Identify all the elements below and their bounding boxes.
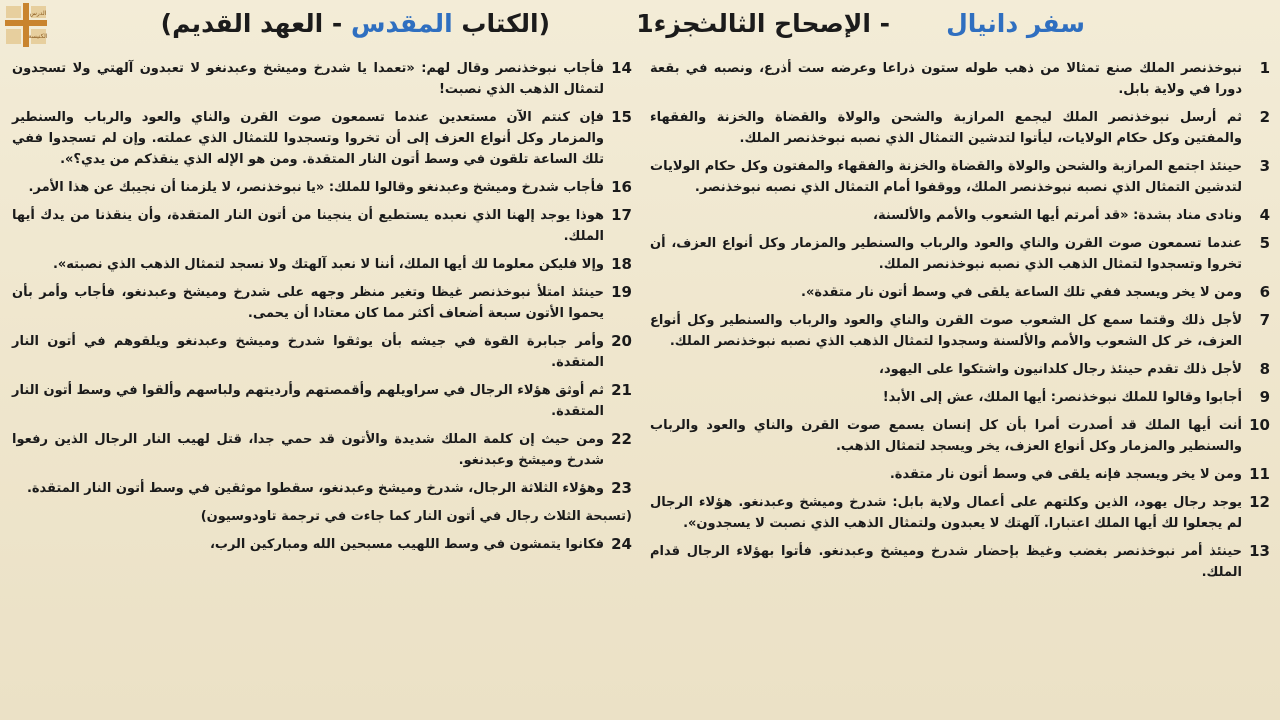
verse-number: 23 — [611, 479, 632, 497]
bible-title-open: (الكتاب — [461, 9, 550, 38]
verse-text: ومن حيث إن كلمة الملك شديدة والأتون قد حمي جدا، قتل لهيب النار الرجال الذين رفعوا شدرخ وميشخ وعبدنغو. — [12, 432, 604, 468]
verse — [12, 478, 632, 499]
verse — [650, 58, 1270, 100]
verse — [12, 429, 632, 471]
verse — [12, 177, 632, 198]
verses-column-left — [12, 58, 632, 562]
verse-number: 1 — [1259, 59, 1270, 77]
bible-title — [161, 6, 550, 42]
verse-number: 18 — [611, 255, 632, 273]
book-title: سفر دانيال — [946, 9, 1085, 38]
verse — [650, 387, 1270, 408]
bible-title-holy: المقدس — [350, 9, 453, 38]
verse-text: ثم أوثق هؤلاء الرجال في سراويلهم وأقمصتهم وأرديتهم ولباسهم وألقوا في وسط أتون النار المتقدة. — [12, 383, 604, 419]
verse-text: ومن لا يخر ويسجد فإنه يلقى في وسط أتون نار متقدة. — [889, 467, 1242, 482]
verses-column-right — [650, 58, 1270, 590]
verse — [650, 205, 1270, 226]
translation-note: (تسبحة الثلاث رجال في أتون النار كما جاءت في ترجمة تاودوسيون) — [200, 509, 632, 524]
church-logo — [4, 2, 48, 48]
verse-text: وهؤلاء الثلاثة الرجال، شدرخ وميشخ وعبدنغو، سقطوا موثقين في وسط أتون النار المتقدة. — [26, 481, 604, 496]
verse-number: 8 — [1259, 360, 1270, 378]
left-verses-list — [12, 58, 632, 499]
verse-text: حينئذ امتلأ نبوخذنصر غيظا وتغير منظر وجهه على شدرخ وميشخ وعبدنغو، فأجاب وأمر بأن يحموا الأتون سبعة أضعاف أكثر مما كان معتادا أن يحمى. — [12, 285, 604, 321]
verse-number: 6 — [1259, 283, 1270, 301]
verse-number: 19 — [611, 283, 632, 301]
verse — [650, 359, 1270, 380]
verse-text: فأجاب نبوخذنصر وقال لهم: «تعمدا يا شدرخ وميشخ وعبدنغو لا تعبدون آلهتي ولا تسجدون لتمثال الذهب الذي نصبت! — [12, 61, 604, 97]
part-label: جزء1 — [636, 9, 700, 38]
verse-number: 21 — [611, 381, 632, 399]
verse-number: 13 — [1249, 542, 1270, 560]
verse — [650, 156, 1270, 198]
verse-text: فأجاب شدرخ وميشخ وعبدنغو وقالوا للملك: «يا نبوخذنصر، لا يلزمنا أن نجيبك عن هذا الأمر. — [28, 180, 604, 195]
verse-number: 11 — [1249, 465, 1270, 483]
verse-text: لأجل ذلك وقتما سمع كل الشعوب صوت القرن والناي والعود والرباب والسنطير وكل أنواع العزف، خر كل الشعوب والأمم والألسنة وسجدوا لتمثال الذهب الذي نصبه نبوخذنصر الملك. — [650, 313, 1242, 349]
verse — [12, 534, 632, 555]
verse-number: 3 — [1259, 157, 1270, 175]
page-header — [0, 0, 1280, 54]
verse — [650, 107, 1270, 149]
verse-number: 17 — [611, 206, 632, 224]
verse-text: هوذا يوجد إلهنا الذي نعبده يستطيع أن ينجينا من أتون النار المتقدة، وأن ينقذنا من يدك أيها الملك. — [12, 208, 604, 244]
verse-text: لأجل ذلك تقدم حينئذ رجال كلدانيون واشتكوا على اليهود، — [879, 362, 1242, 377]
chapter-title: - الإصحاح الثالث — [692, 9, 890, 38]
verse-number: 24 — [611, 535, 632, 553]
verse-text: يوجد رجال يهود، الذين وكلتهم على أعمال ولاية بابل: شدرخ وميشخ وعبدنغو. هؤلاء الرجال لم يجعلوا لك أيها الملك اعتبارا. آلهتك لا يعبدون ولتمثال الذهب الذي نصبت لا يسجدون». — [650, 495, 1242, 531]
verse — [650, 233, 1270, 275]
verse — [12, 331, 632, 373]
verse — [12, 380, 632, 422]
verse-number: 16 — [611, 178, 632, 196]
verse-number: 20 — [611, 332, 632, 350]
verse-text: ومن لا يخر ويسجد ففي تلك الساعة يلقى في وسط أتون نار متقدة». — [801, 285, 1242, 300]
verse — [12, 58, 632, 100]
cross-logo-icon — [4, 2, 48, 48]
verse-number: 9 — [1259, 388, 1270, 406]
verse — [650, 282, 1270, 303]
verse — [650, 415, 1270, 457]
verse-text: أجابوا وقالوا للملك نبوخذنصر: أيها الملك، عش إلى الأبد! — [882, 390, 1242, 405]
verse-text: أنت أيها الملك قد أصدرت أمرا بأن كل إنسان يسمع صوت القرن والناي والعود والرباب والسنطير والمزمار وكل أنواع العزف، يخر ويسجد لتمثال الذهب. — [650, 418, 1242, 454]
verse — [650, 310, 1270, 352]
verse — [12, 205, 632, 247]
verse-number: 5 — [1259, 234, 1270, 252]
bible-title-rest: - العهد القديم) — [160, 9, 343, 38]
verse — [650, 492, 1270, 534]
verse-number: 14 — [611, 59, 632, 77]
verse-number: 15 — [611, 108, 632, 126]
verse — [12, 254, 632, 275]
verse-text: نبوخذنصر الملك صنع تمثالا من ذهب طوله ستون ذراعا وعرضه ست أذرع، ونصبه في بقعة دورا في ولاية بابل. — [650, 61, 1242, 97]
verse — [12, 107, 632, 170]
verse-number: 2 — [1259, 108, 1270, 126]
verse-number: 10 — [1249, 416, 1270, 434]
verse-text: حينئذ أمر نبوخذنصر بغضب وغيظ بإحضار شدرخ وميشخ وعبدنغو. فأتوا بهؤلاء الرجال قدام الملك. — [650, 544, 1242, 580]
verse-text: وأمر جبابرة القوة في جيشه بأن يوثقوا شدرخ وميشخ وعبدنغو ويلقوهم في أتون النار المتقدة. — [12, 334, 604, 370]
verse-text: فكانوا يتمشون في وسط اللهيب مسبحين الله ومباركين الرب، — [209, 537, 604, 552]
verse-number: 22 — [611, 430, 632, 448]
verse-text: عندما تسمعون صوت القرن والناي والعود والرباب والسنطير والمزمار وكل أنواع العزف، أن تخروا وتسجدوا لتمثال الذهب الذي نصبه نبوخذنصر الملك. — [650, 236, 1242, 272]
verse-text: وإلا فليكن معلوما لك أيها الملك، أننا لا نعبد آلهتك ولا نسجد لتمثال الذهب الذي نصبته». — [52, 257, 604, 272]
verse — [650, 541, 1270, 583]
logo-text-1: الدرس — [29, 10, 47, 17]
logo-text-2: الكنيسة — [28, 33, 48, 40]
verse-text: ثم أرسل نبوخذنصر الملك ليجمع المرازبة والشحن والولاة والقضاة والخزنة والفقهاء والمفتين وكل حكام الولايات، ليأتوا لتدشين التمثال الذي نصبه نبوخذنصر الملك. — [650, 110, 1242, 146]
verse-text: حينئذ اجتمع المرازبة والشحن والولاة والقضاة والخزنة والفقهاء والمفتون وكل حكام الولايات لتدشين التمثال الذي نصبه نبوخذنصر الملك، ووقفوا أمام التمثال الذي نصبه نبوخذنصر. — [650, 159, 1242, 195]
verse-text: فإن كنتم الآن مستعدين عندما تسمعون صوت القرن والناي والعود والرباب والسنطير والمزمار وكل أنواع العزف إلى أن تخروا وتسجدوا للتمثال الذي عملته. وإن لم تسجدوا ففي تلك الساعة تلقون في وسط أتون النار المتقدة. ومن هو الإله الذي ينقذكم من يدي؟». — [12, 110, 604, 167]
verse — [12, 282, 632, 324]
verse-text: ونادى مناد بشدة: «قد أمرتم أيها الشعوب والأمم والألسنة، — [873, 208, 1242, 223]
verse-number: 4 — [1259, 206, 1270, 224]
verse-number: 12 — [1249, 493, 1270, 511]
verse-number: 7 — [1259, 311, 1270, 329]
verse — [650, 464, 1270, 485]
